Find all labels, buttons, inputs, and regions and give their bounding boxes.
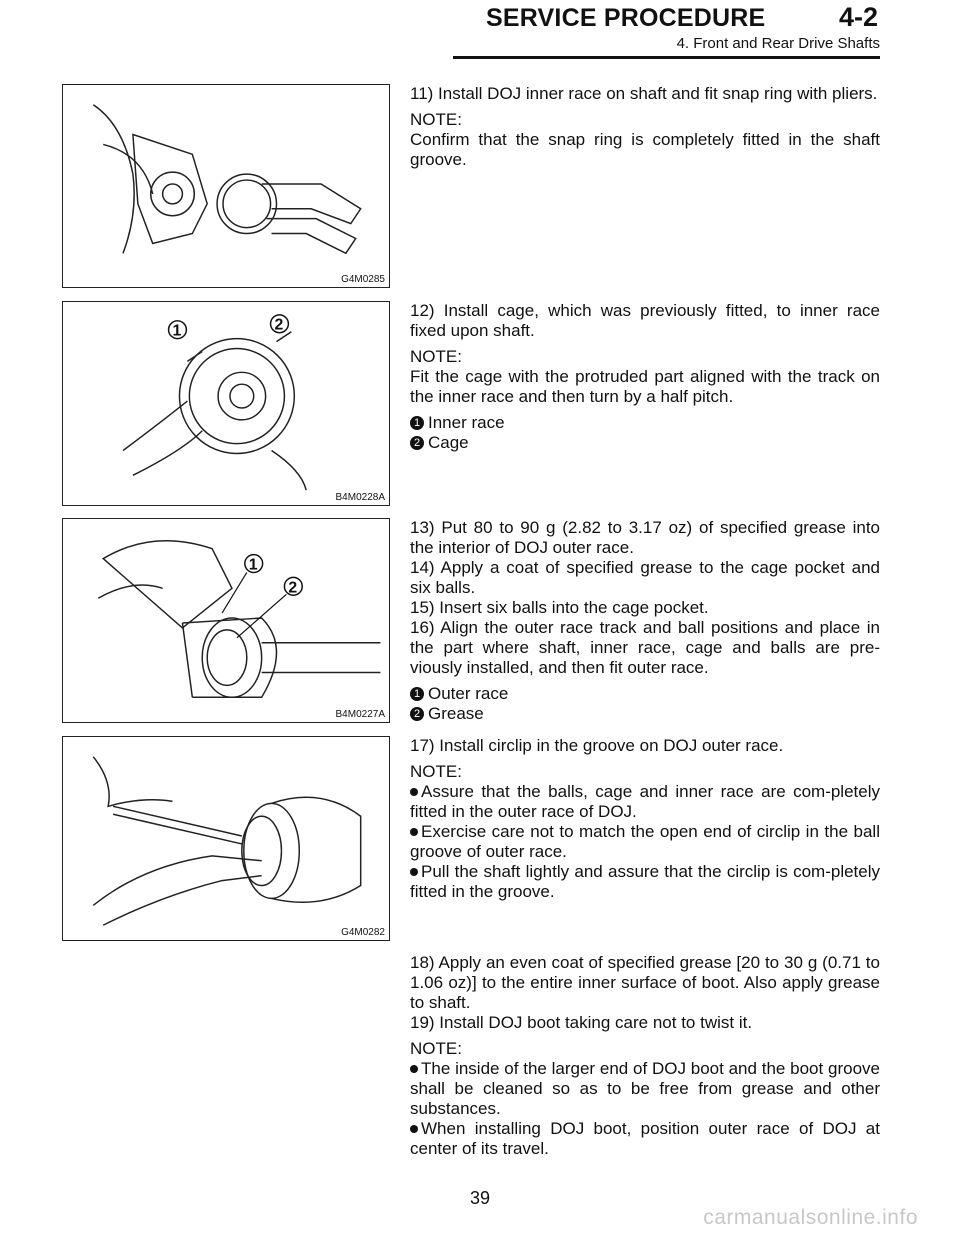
svg-text:1: 1 <box>248 556 258 574</box>
step-12-block <box>410 301 880 453</box>
legend-item-2 <box>410 704 880 724</box>
note-text: Confirm that the snap ring is completely fitted in the shaft groove. <box>410 130 880 169</box>
figure-cage-inner-race <box>62 301 390 506</box>
figure-code: B4M0228A <box>335 492 385 503</box>
note-label: NOTE: <box>410 1039 462 1058</box>
bullet-icon <box>410 1065 418 1073</box>
section-subtitle: 4. Front and Rear Drive Shafts <box>676 35 880 52</box>
bullet-text: Exercise care not to match the open end of circlip in the ball groove of outer race. <box>410 822 880 861</box>
snap-ring-illustration <box>63 85 389 287</box>
circled-number-icon: 1 <box>410 416 424 430</box>
figure-code: B4M0227A <box>335 709 385 720</box>
circled-number-icon: 2 <box>410 707 424 721</box>
step-17-text: 17) Install circlip in the groove on DOJ outer race. <box>410 736 784 755</box>
legend-label: Outer race <box>428 684 509 703</box>
figure-snap-ring-pliers <box>62 84 390 288</box>
bullet-text: When installing DOJ boot, position outer race of DOJ at center of its travel. <box>410 1119 880 1158</box>
step-18-text: 18) Apply an even coat of specified grease [20 to 30 g (0.71 to 1.06 oz)] to the entire inner surface of boot. Also apply grease to shaft. <box>410 953 880 1012</box>
section-title: SERVICE PROCEDURE <box>486 4 766 32</box>
figure-code: G4M0282 <box>341 927 385 938</box>
bullet-text: The inside of the larger end of DOJ boot and the boot groove shall be cleaned so as to be free from grease and other substances. <box>410 1059 880 1118</box>
note-bullet <box>410 862 880 902</box>
outer-race-illustration <box>63 519 389 722</box>
step-16-text: 16) Align the outer race track and ball positions and place in the part where shaft, inner race, cage and balls are pre-viously installed, and then fit outer race. <box>410 618 880 677</box>
note-text: Fit the cage with the protruded part aligned with the track on the inner race and then turn by a half pitch. <box>410 367 880 406</box>
bullet-text: Pull the shaft lightly and assure that the circlip is com-pletely fitted in the groove. <box>410 862 880 901</box>
note-label: NOTE: <box>410 110 462 129</box>
legend-label: Inner race <box>428 413 505 432</box>
step-13-text: 13) Put 80 to 90 g (2.82 to 3.17 oz) of specified grease into the interior of DOJ outer race. <box>410 518 880 557</box>
note-bullet <box>410 782 880 822</box>
circlip-illustration <box>63 737 389 940</box>
page-number: 39 <box>469 1188 491 1208</box>
step-15-text: 15) Insert six balls into the cage pocket. <box>410 598 709 617</box>
legend-item-2 <box>410 433 880 453</box>
note-label: NOTE: <box>410 762 462 781</box>
legend-item-1 <box>410 413 880 433</box>
legend-label: Grease <box>428 704 484 723</box>
step-14-text: 14) Apply a coat of specified grease to the cage pocket and six balls. <box>410 558 880 597</box>
cage-illustration <box>63 302 389 505</box>
step-11-text: 11) Install DOJ inner race on shaft and fit snap ring with pliers. <box>410 84 878 103</box>
watermark: carmanualsonline.info <box>703 1206 918 1229</box>
circled-number-icon: 2 <box>410 436 424 450</box>
step-18-19-block <box>410 953 880 1159</box>
figure-code: G4M0285 <box>341 274 385 285</box>
figure-outer-race-grease <box>62 518 390 723</box>
svg-text:2: 2 <box>274 316 284 334</box>
legend-item-1 <box>410 684 880 704</box>
section-number: 4-2 <box>838 2 878 32</box>
note-bullet <box>410 1119 880 1159</box>
step-13-16-block <box>410 518 880 724</box>
header-rule <box>453 56 880 59</box>
svg-text:2: 2 <box>288 579 298 597</box>
step-17-block <box>410 736 880 902</box>
bullet-text: Assure that the balls, cage and inner race are com-pletely fitted in the outer race of DOJ. <box>410 782 880 821</box>
bullet-icon <box>410 788 418 796</box>
page-header <box>0 0 960 62</box>
bullet-icon <box>410 868 418 876</box>
note-bullet <box>410 1059 880 1119</box>
note-bullet <box>410 822 880 862</box>
legend-label: Cage <box>428 433 469 452</box>
step-12-text: 12) Install cage, which was previously fitted, to inner race fixed upon shaft. <box>410 301 880 340</box>
svg-text:1: 1 <box>172 322 182 340</box>
figure-circlip <box>62 736 390 941</box>
bullet-icon <box>410 1125 418 1133</box>
step-19-text: 19) Install DOJ boot taking care not to twist it. <box>410 1013 753 1032</box>
step-11-block <box>410 84 880 176</box>
note-label: NOTE: <box>410 347 462 366</box>
bullet-icon <box>410 828 418 836</box>
circled-number-icon: 1 <box>410 687 424 701</box>
